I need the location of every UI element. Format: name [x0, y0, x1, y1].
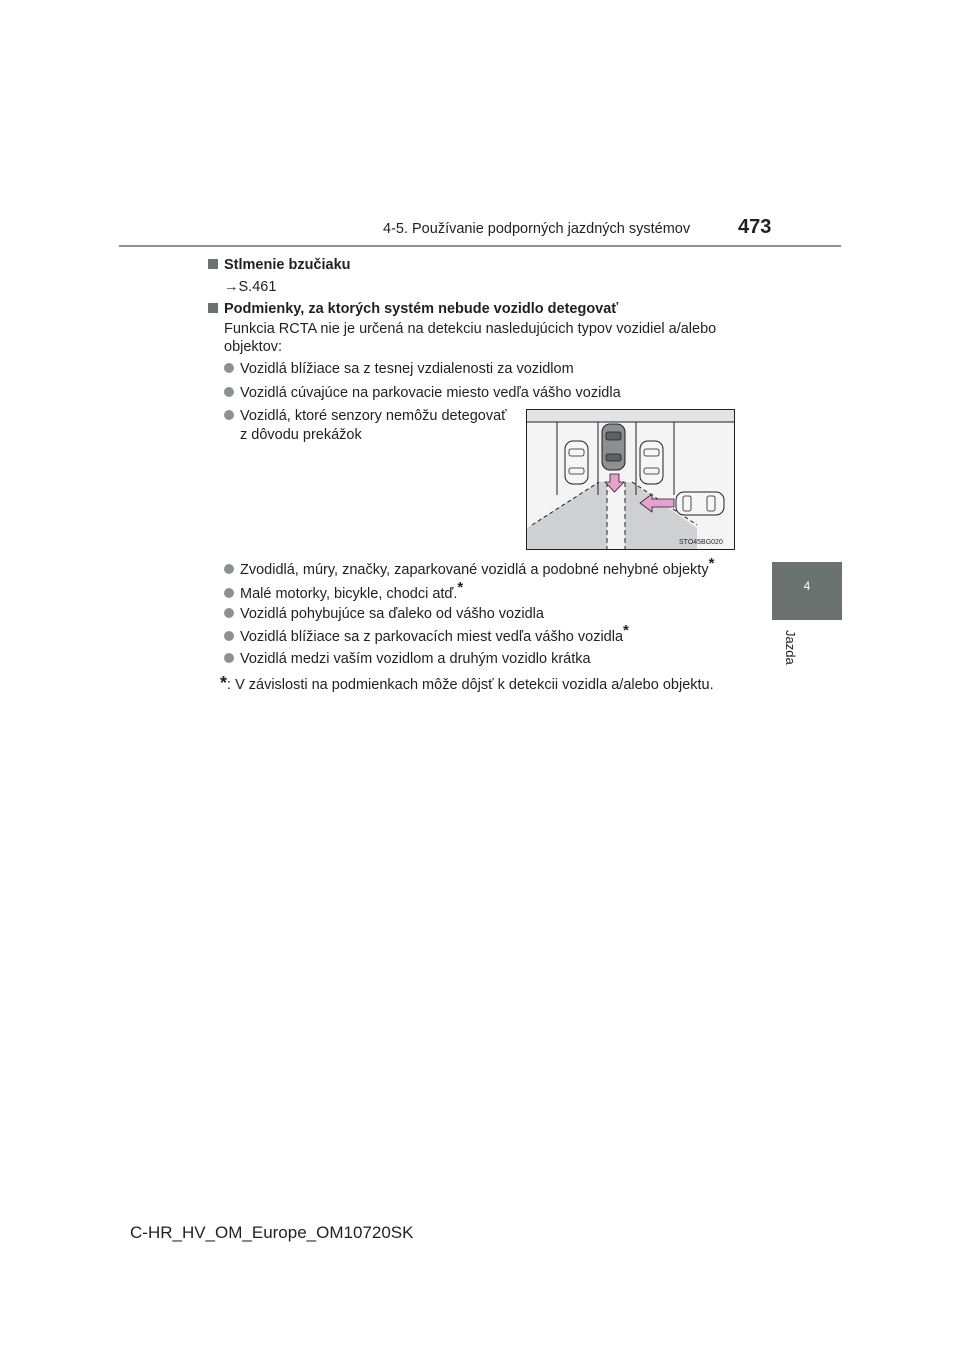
bullet-dot-icon	[224, 410, 234, 420]
section-heading	[208, 255, 351, 275]
bullet-item	[224, 622, 629, 647]
square-bullet-icon	[208, 259, 218, 269]
footnote-asterisk: *	[220, 673, 228, 693]
own-car	[602, 424, 625, 470]
page-reference: →S.461	[224, 279, 277, 295]
bullet-item	[224, 406, 507, 426]
approaching-car	[676, 492, 724, 515]
footnote-mark: *	[457, 579, 464, 596]
chapter-number: 4	[803, 579, 811, 593]
parking-illustration	[526, 409, 735, 550]
document-id: C-HR_HV_OM_Europe_OM10720SK	[130, 1223, 414, 1242]
figure-code: STO45BG020	[679, 539, 723, 546]
chapter-label	[780, 630, 808, 670]
parked-car-left	[565, 441, 588, 484]
header-divider	[119, 245, 841, 247]
bullet-dot-icon	[224, 608, 234, 618]
chapter-tab	[772, 562, 842, 620]
bullet-item	[224, 649, 591, 669]
bullet-text: Vozidlá, ktoré senzory nemôžu detegovať	[240, 408, 507, 424]
footnote	[220, 673, 714, 695]
chapter-label-text: Jazda	[783, 630, 798, 665]
section-heading-text: Stlmenie bzučiaku	[224, 257, 351, 273]
footnote-mark: *	[708, 555, 715, 572]
bullet-item	[224, 359, 574, 379]
bullet-dot-icon	[224, 653, 234, 663]
bullet-text-continuation: z dôvodu prekážok	[240, 427, 362, 443]
bullet-text: Vozidlá cúvajúce na parkovacie miesto vedľa vášho vozidla	[240, 385, 621, 401]
bullet-dot-icon	[224, 564, 234, 574]
bullet-text: Zvodidlá, múry, značky, zaparkované vozidlá a podobné nehybné objekty	[240, 562, 709, 578]
bullet-item	[224, 604, 544, 624]
page-number: 473	[738, 216, 772, 238]
section-heading	[208, 299, 618, 319]
footnote-mark: *	[623, 622, 629, 639]
footnote-text: : V závislosti na podmienkach môže dôjsť k detekcii vozidla a/alebo objektu.	[227, 677, 714, 693]
bullet-text: Vozidlá blížiace sa z tesnej vzdialenosti za vozidlom	[240, 361, 574, 377]
square-bullet-icon	[208, 303, 218, 313]
bullet-item	[224, 555, 715, 580]
header-section-title: 4-5. Používanie podporných jazdných systémov	[383, 221, 691, 237]
bullet-dot-icon	[224, 588, 234, 598]
bullet-text: Vozidlá blížiace sa z parkovacích miest vedľa vášho vozidla	[240, 629, 624, 645]
parked-car-right	[640, 441, 663, 484]
bullet-dot-icon	[224, 363, 234, 373]
paragraph-line: objektov:	[224, 339, 283, 355]
bullet-dot-icon	[224, 387, 234, 397]
bullet-text: Malé motorky, bicykle, chodci atď.	[240, 586, 458, 602]
bullet-item	[224, 579, 464, 604]
section-heading-text: Podmienky, za ktorých systém nebude vozidlo detegovať	[224, 301, 619, 317]
bullet-text: Vozidlá medzi vaším vozidlom a druhým vozidlo krátka	[240, 651, 591, 667]
bullet-dot-icon	[224, 631, 234, 641]
bullet-item	[224, 383, 621, 403]
paragraph-line: Funkcia RCTA nie je určená na detekciu nasledujúcich typov vozidiel a/alebo	[224, 321, 717, 337]
parking-diagram	[527, 410, 734, 549]
bullet-text: Vozidlá pohybujúce sa ďaleko od vášho vozidla	[240, 606, 544, 622]
